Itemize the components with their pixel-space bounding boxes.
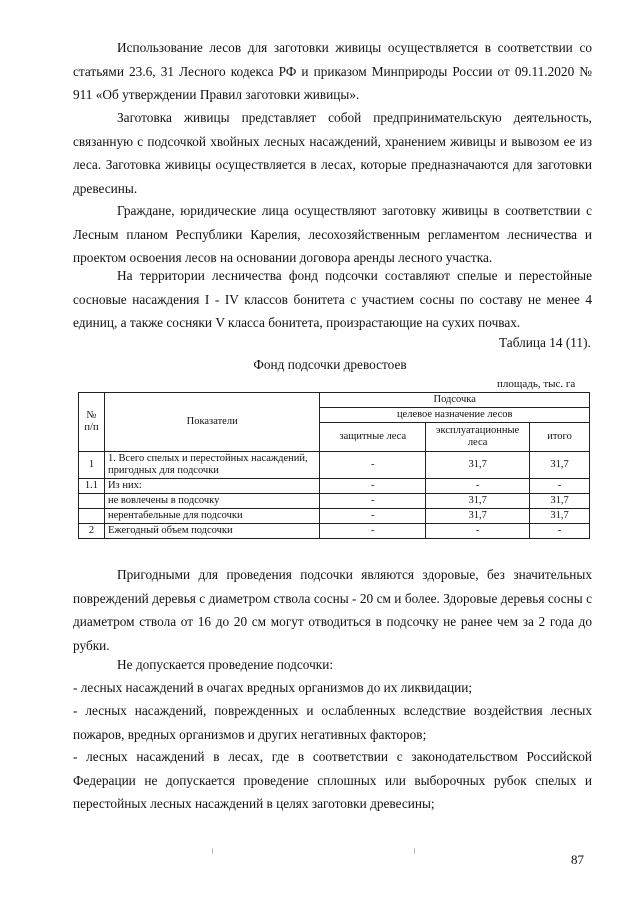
cell-label: Из них: (104, 479, 319, 494)
cell-total: 31,7 (530, 452, 590, 479)
table-row (79, 494, 590, 509)
paragraph-suitable-trees: Пригодными для проведения подсочки являются здоровые, без значительных повреждений деревья с диаметром ствола сосны - 20 см и более. Здоровые деревья сосны с диаметром ствола от 16 до 20 см могут отводиться в подсочку не ранее чем за 2 года до рубки. (73, 567, 592, 653)
cell-label: 1. Всего спелых и перестойных насаждений, пригодных для подсочки (104, 452, 319, 479)
cell-exploitation: 31,7 (426, 452, 530, 479)
bullet-pests: - лесных насаждений в очагах вредных организмов до их ликвидации; (73, 680, 473, 695)
cell-total: - (530, 479, 590, 494)
cell-exploitation: - (426, 479, 530, 494)
table-row (79, 524, 590, 539)
header-num: № п/п (79, 393, 105, 452)
table-row (79, 479, 590, 494)
cell-label: не вовлечены в подсочку (104, 494, 319, 509)
cell-protective: - (320, 509, 426, 524)
table-row (79, 452, 590, 479)
cell-label: нерентабельные для подсочки (104, 509, 319, 524)
header-podsochka: Подсочка (320, 393, 590, 408)
cell-exploitation: - (426, 524, 530, 539)
podsochka-table (78, 392, 590, 539)
cell-protective: - (320, 452, 426, 479)
bullet-protected-forests: - лесных насаждений в лесах, где в соответствии с законодательством Российской Федерации не допускается проведение сплошных или выборочных рубок спелых и перестойных лесных насаждений в целях заготовки древесины; (73, 749, 592, 811)
bullet-damaged: - лесных насаждений, поврежденных и ослабленных вследствие воздействия лесных пожаров, вредных организмов и других негативных факторов; (73, 703, 592, 742)
paragraph-fund: На территории лесничества фонд подсочки составляют спелые и перестойные сосновые насаждения I - IV классов бонитета с участием сосны по составу не менее 4 единиц, а также сосняки V класса бонитета, произрастающие на сухих почвах. (73, 268, 592, 330)
table-units: площадь, тыс. га (497, 378, 576, 390)
header-purpose: целевое назначение лесов (320, 408, 590, 423)
cell-num: 1.1 (79, 479, 105, 494)
cell-total: 31,7 (530, 509, 590, 524)
cell-exploitation: 31,7 (426, 494, 530, 509)
cell-num (79, 494, 105, 509)
header-exploitation: эксплуатационные леса (426, 423, 530, 452)
scan-mark (212, 848, 213, 854)
cell-protective: - (320, 494, 426, 509)
cell-exploitation: 31,7 (426, 509, 530, 524)
header-protective: защитные леса (320, 423, 426, 452)
page-number: 87 (571, 852, 584, 867)
scan-mark (414, 848, 415, 854)
cell-protective: - (320, 524, 426, 539)
table-title: Фонд подсочки древостоев (253, 357, 407, 372)
cell-protective: - (320, 479, 426, 494)
header-total: итого (530, 423, 590, 452)
cell-label: Ежегодный объем подсочки (104, 524, 319, 539)
paragraph-prohibited-intro: Не допускается проведение подсочки: (117, 657, 334, 672)
paragraph-definition: Заготовка живицы представляет собой предпринимательскую деятельность, связанную с подсочкой хвойных лесных насаждений, хранением живицы и вывозом ее из леса. Заготовка живицы осуществляется в лесах, которые предназначаются для заготовки древесины. (73, 110, 592, 196)
header-indicators: Показатели (104, 393, 319, 452)
cell-num: 1 (79, 452, 105, 479)
paragraph-legal-basis: Использование лесов для заготовки живицы осуществляется в соответствии со статьями 23.6, 31 Лесного кодекса РФ и приказом Минприроды России от 09.11.2020 № 911 «Об утверждении Правил заготовки живицы». (73, 40, 592, 102)
cell-num (79, 509, 105, 524)
cell-num: 2 (79, 524, 105, 539)
paragraph-citizens: Граждане, юридические лица осуществляют заготовку живицы в соответствии с Лесным планом Республики Карелия, лесохозяйственным регламентом лесничества и проектом освоения лесов на основании договора аренды лесного участка. (73, 203, 592, 265)
table-row (79, 509, 590, 524)
cell-total: 31,7 (530, 494, 590, 509)
table-number: Таблица 14 (11). (499, 335, 591, 350)
cell-total: - (530, 524, 590, 539)
